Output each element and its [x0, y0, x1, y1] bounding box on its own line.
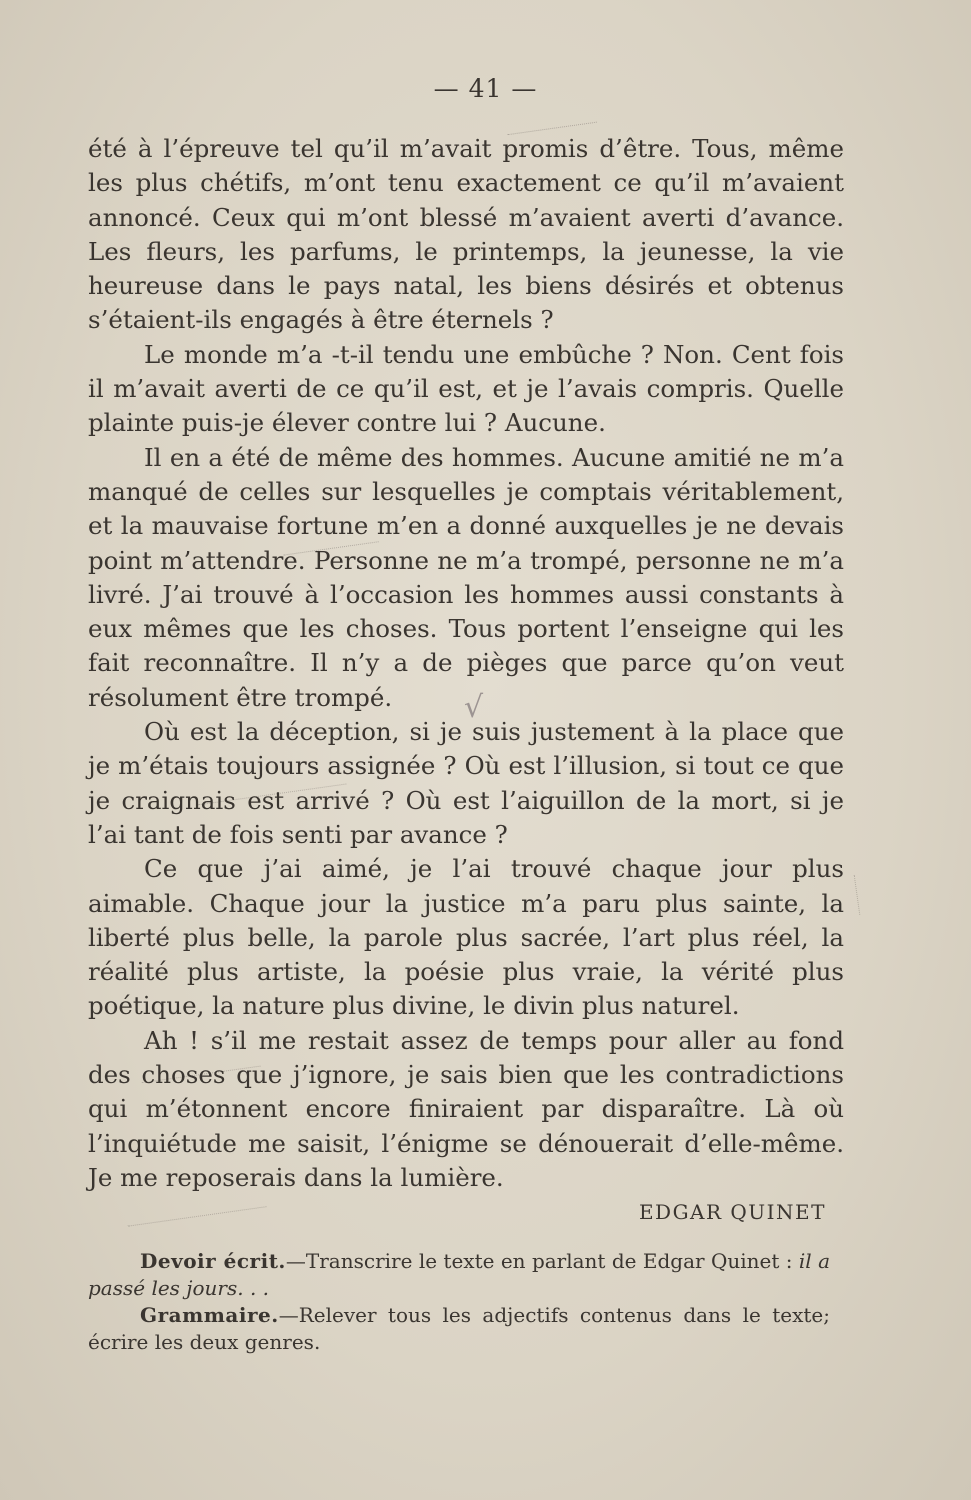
exercise-grammaire — [88, 1302, 830, 1356]
paragraph-5: Ce que j’ai aimé, je l’ai trouvé chaque jour plus aimable. Chaque jour la justice m’a paru plus sainte, la liberté plus belle, la parole plus sacrée, l’art plus réel, la réalité plus artiste, la poésie plus vraie, la vérité plus poétique, la nature plus divine, le divin plus naturel. — [88, 854, 844, 1021]
exercises — [88, 1248, 830, 1356]
checkmark-icon: √ — [464, 690, 484, 725]
exercise-grammaire-label: Grammaire. — [140, 1303, 279, 1327]
paragraph-3: Il en a été de même des hommes. Aucune amitié ne m’a manqué de celles sur lesquelles je comptais véritablement, et la mauvaise fortune m’en a donné auxquelles je ne devais point m’attendre. Personne ne m’a trompé, personne ne m’a livré. J’ai trouvé à l’occasion les hommes aussi constants à eux mêmes que les choses. Tous portent l’enseigne qui les fait reconnaître. Il n’y a de pièges que parce qu’on veut résolument être trompé. — [88, 442, 844, 712]
paragraph-4: Où est la déception, si je suis justement à la place que je m’étais toujours assignée ? Où est l’illusion, si tout ce que je craignais est arrivé ? Où est l’aiguillon de la mort, si je l’ai tant de fois senti par avance ? — [88, 717, 844, 849]
page-number: — 41 — — [433, 74, 538, 103]
pencil-annotation — [505, 104, 597, 135]
author-signature: EDGAR QUINET — [638, 1200, 826, 1224]
exercise-grammaire-text: —Relever tous les adjectifs contenus dans le texte; écrire les deux genres. — [88, 1303, 830, 1354]
exercise-devoir — [88, 1248, 830, 1302]
exercise-devoir-label: Devoir écrit. — [140, 1249, 286, 1273]
pencil-annotation — [854, 861, 960, 915]
exercise-devoir-italic: il a passé les jours. . . — [88, 1249, 830, 1300]
paragraph-6: Ah ! s’il me restait assez de temps pour aller au fond des choses que j’ignore, je sais bien que les contradictions qui m’étonnent encore finiraient par disparaître. Là où l’inquiétude me saisit, l’énigme se dénouerait d’elle-même. Je me reposerais dans la lumière. — [88, 1025, 844, 1192]
paragraph-2: Le monde m’a -t-il tendu une embûche ? Non. Cent fois il m’avait averti de ce qu’il est, et je l’avais compris. Quelle plainte puis-je élever contre lui ? Aucune. — [88, 339, 844, 438]
exercise-devoir-text: —Transcrire le texte en parlant de Edgar Quinet : — [285, 1249, 793, 1273]
main-text — [88, 132, 844, 1195]
paragraph-1: été à l’épreuve tel qu’il m’avait promis d’être. Tous, même les plus chétifs, m’ont tenu exactement ce qu’il m’avaient annoncé. Ceux qui m’ont blessé m’avaient averti d’avance. Les fleurs, les parfums, le printemps, la jeunesse, la vie heureuse dans le pays natal, les biens désirés et obtenus s’étaient-ils engagés à être éternels ? — [88, 134, 844, 335]
